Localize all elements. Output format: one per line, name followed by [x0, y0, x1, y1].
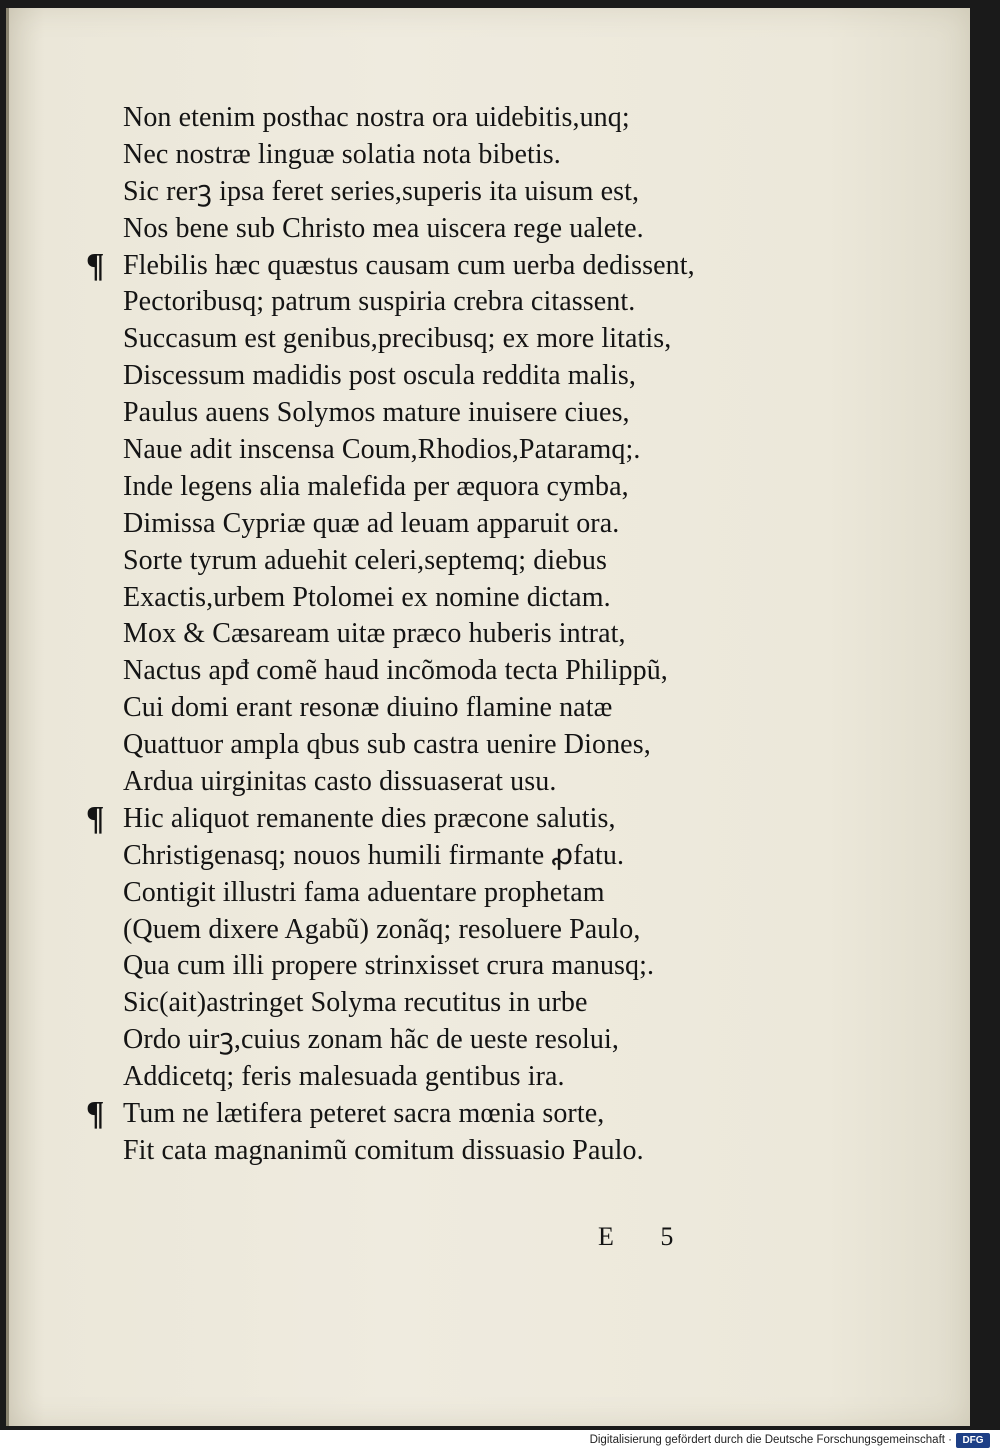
- verse-text: Flebilis hæc quæstus causam cum uerba dedissent,: [123, 249, 695, 281]
- verse-text: Non etenim posthac nostra ora uidebitis,unq;: [123, 102, 630, 133]
- verse-text: Mox & Cæsaream uitæ præco huberis intrat,: [123, 618, 626, 650]
- verse-text: Pectoribusq; patrum suspiria crebra citassent.: [123, 286, 636, 318]
- verse-line: [86, 801, 786, 838]
- verse-line: [86, 321, 786, 358]
- verse-line: [86, 764, 786, 801]
- verse-line: [86, 469, 786, 506]
- verse-line: [86, 653, 786, 690]
- verse-text: Succasum est genibus,precibusq; ex more litatis,: [123, 323, 672, 355]
- verse-line: [86, 137, 786, 174]
- dfg-logo: DFG: [956, 1433, 990, 1448]
- verse-line: [86, 506, 786, 543]
- verse-line: [86, 1022, 786, 1059]
- verse-text: Addicetq; feris malesuada gentibus ira.: [123, 1061, 565, 1093]
- verse-line: [86, 100, 786, 137]
- verse-text: Ordo uirꝫ,cuius zonam hãc de ueste resolui,: [123, 1024, 620, 1056]
- signature-mark: E 5: [598, 1222, 694, 1251]
- verse-line: [86, 580, 786, 617]
- verse-line: [86, 432, 786, 469]
- verse-line: [86, 174, 786, 211]
- verse-text: Christigenasq; nouos humili firmante ꝓfatu.: [123, 839, 625, 871]
- verse-text: Discessum madidis post oscula reddita malis,: [123, 360, 636, 392]
- verse-line: [86, 284, 786, 321]
- funding-credit: Digitalisierung gefördert durch die Deutsche Forschungsgemeinschaft ·: [589, 1434, 952, 1446]
- paragraph-mark: ¶: [86, 799, 105, 837]
- verse-text: Tum ne lætifera peteret sacra mœnia sorte,: [123, 1098, 605, 1130]
- verse-text: Naue adit inscensa Coum,Rhodios,Pataramq;.: [123, 434, 641, 466]
- verse-line: [86, 948, 786, 985]
- verse-line: [86, 1059, 786, 1096]
- verse-text: Inde legens alia malefida per æquora cymba,: [123, 470, 629, 502]
- verse-line: [86, 838, 786, 875]
- verse-text: Paulus auens Solymos mature inuisere ciues,: [123, 397, 630, 429]
- verse-text: Quattuor ampla qbus sub castra uenire Diones,: [123, 729, 651, 761]
- verse-line: [86, 875, 786, 912]
- page-edge: [6, 8, 9, 1426]
- paragraph-mark: ¶: [86, 246, 105, 284]
- verse-line: [86, 616, 786, 653]
- verse-text: Fit cata magnanimũ comitum dissuasio Paulo.: [123, 1134, 644, 1166]
- verse-text: Contigit illustri fama aduentare prophetam: [123, 876, 605, 908]
- footer-bar: [0, 1430, 1000, 1452]
- verse-line: [86, 1096, 786, 1133]
- verse-text: Ardua uirginitas casto dissuaserat usu.: [123, 766, 557, 798]
- poem-text-block: [86, 100, 786, 1170]
- verse-text: Nec nostræ linguæ solatia nota bibetis.: [123, 138, 561, 170]
- paragraph-mark: ¶: [86, 1095, 105, 1133]
- verse-line: [86, 690, 786, 727]
- verse-text: Exactis,urbem Ptolomei ex nomine dictam.: [123, 581, 611, 613]
- verse-line: [86, 727, 786, 764]
- verse-line: [86, 543, 786, 580]
- verse-text: Sic(ait)astringet Solyma recutitus in urbe: [123, 987, 588, 1019]
- verse-text: Nos bene sub Christo mea uiscera rege ualete.: [123, 212, 644, 244]
- verse-text: Sic rerꝫ ipsa feret series,superis ita uisum est,: [123, 175, 640, 207]
- verse-line: [86, 211, 786, 248]
- verse-text: Dimissa Cypriæ quæ ad leuam apparuit ora.: [123, 507, 620, 539]
- verse-line: [86, 358, 786, 395]
- verse-text: Nactus apđ comẽ haud incõmoda tecta Philippũ,: [123, 655, 668, 687]
- verse-line: [86, 985, 786, 1022]
- verse-text: Qua cum illi propere strinxisset crura manusq;.: [123, 950, 655, 982]
- verse-line: [86, 395, 786, 432]
- verse-text: Hic aliquot remanente dies præcone salutis,: [123, 802, 616, 834]
- verse-line: [86, 1133, 786, 1170]
- verse-text: Sorte tyrum aduehit celeri,septemq; diebus: [123, 544, 607, 576]
- verse-line: [86, 248, 786, 285]
- verse-text: (Quem dixere Agabũ) zonãq; resoluere Paulo,: [123, 913, 641, 945]
- verse-line: [86, 912, 786, 949]
- verse-text: Cui domi erant resonæ diuino flamine natæ: [123, 692, 613, 724]
